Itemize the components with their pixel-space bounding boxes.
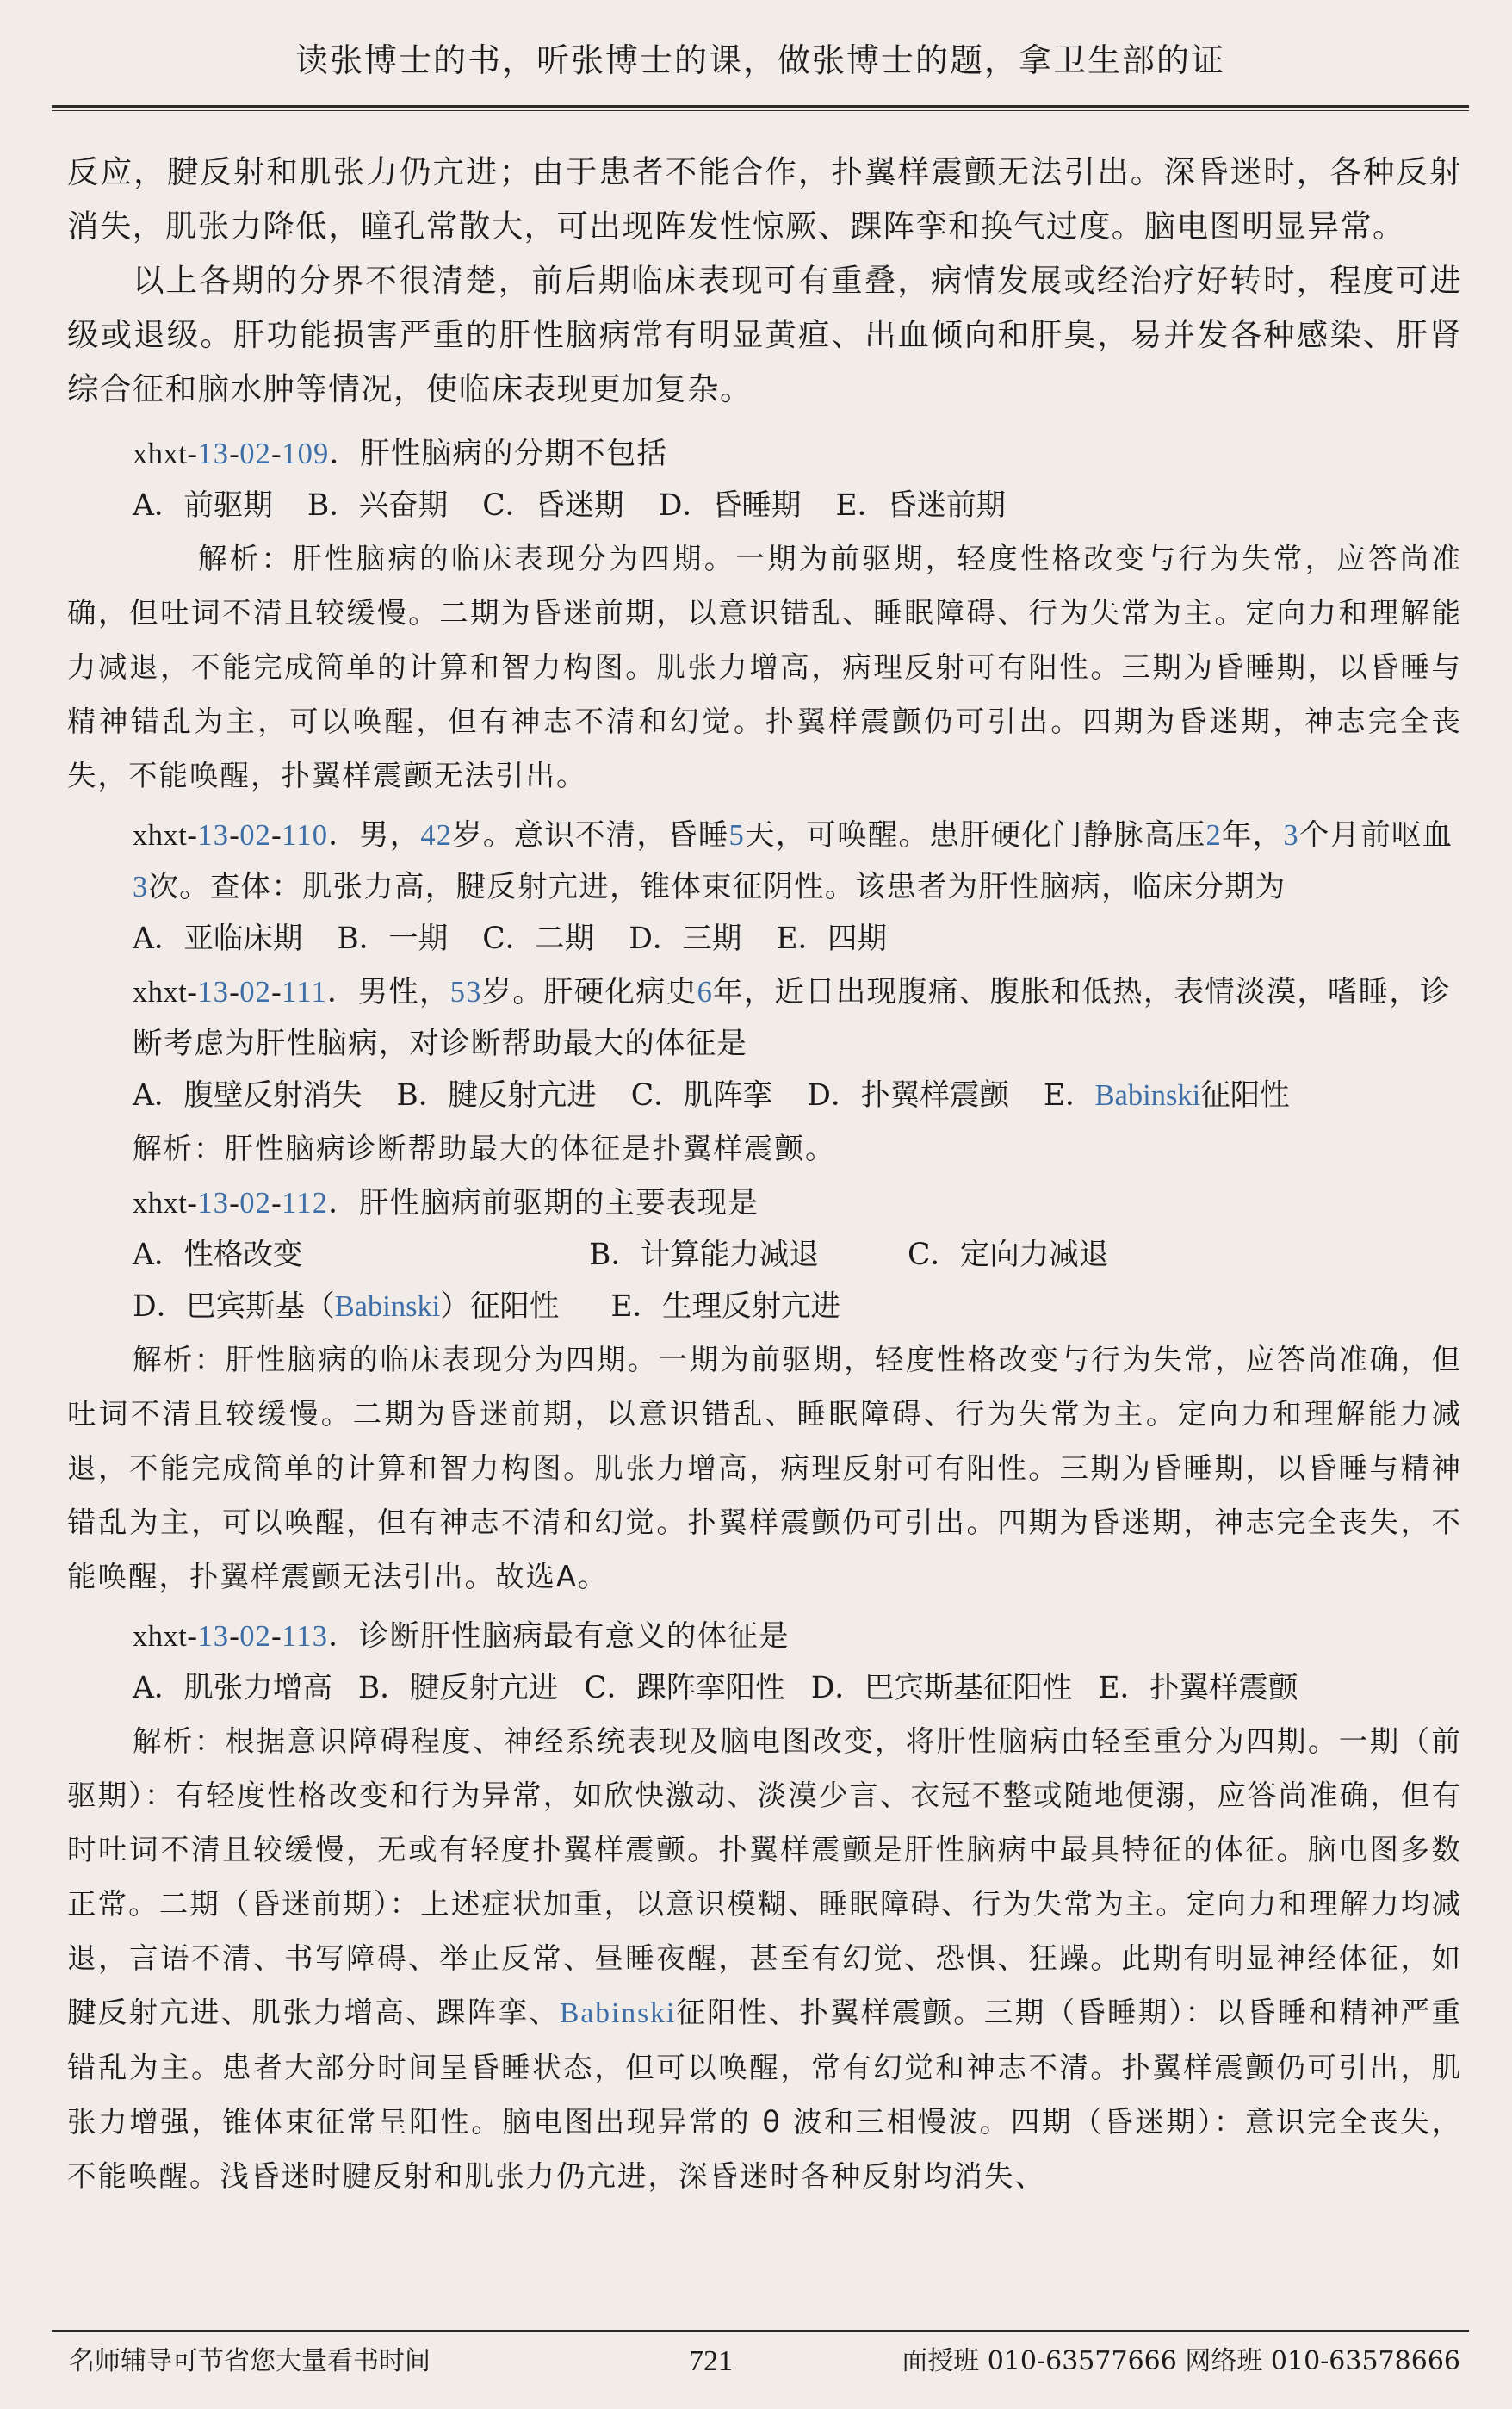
intro-paragraph-2: 以上各期的分界不很清楚，前后期临床表现可有重叠，病情发展或经治疗好转时，程度可进级或退级。肝功能损害严重的肝性脑病常有明显黄疸、出血倾向和肝臭，易并发各种感染、肝肾综合征和脑水肿等情况，使临床表现更加复杂。	[67, 262, 1462, 407]
option-a: A．前驱期	[133, 488, 273, 523]
option-e: E．Babinski征阳性	[1043, 1078, 1290, 1113]
option-e: E．生理反射亢进	[610, 1289, 841, 1324]
page-content	[67, 145, 1462, 2203]
option-c: C．踝阵挛阳性	[584, 1671, 785, 1705]
intro-paragraph-1: 反应，腱反射和肌张力仍亢进；由于患者不能合作，扑翼样震颤无法引出。深昏迷时，各种反射消失，肌张力降低，瞳孔常散大，可出现阵发性惊厥、踝阵挛和换气过度。脑电图明显异常。	[67, 153, 1462, 245]
option-e: E．扑翼样震颤	[1098, 1671, 1298, 1705]
footer-slogan: 名师辅导可节省您大量看书时间	[69, 2346, 431, 2376]
option-d: D．巴宾斯基征阳性	[810, 1671, 1073, 1705]
question-113-analysis: 解析：根据意识障碍程度、神经系统表现及脑电图改变，将肝性脑病由轻至重分为四期。一期（前驱期）：有轻度性格改变和行为异常，如欣快激动、淡漠少言、衣冠不整或随地便溺，应答尚准确，但有时吐词不清且较缓慢，无或有轻度扑翼样震颤。扑翼样震颤是肝性脑病中最具特征的体征。脑电图多数正常。二期（昏迷前期）：上述症状加重，以意识模糊、睡眠障碍、行为失常为主。定向力和理解力均减退，言语不清、书写障碍、举止反常、昼睡夜醒，甚至有幻觉、恐惧、狂躁。此期有明显神经体征，如腱反射亢进、肌张力增高、踝阵挛、Babinski征阳性、扑翼样震颤。三期（昏睡期）：以昏睡和精神严重错乱为主。患者大部分时间呈昏睡状态，但可以唤醒，常有幻觉和神志不清。扑翼样震颤仍可引出，肌张力增强，锥体束征常呈阳性。脑电图出现异常的 θ 波和三相慢波。四期（昏迷期）：意识完全丧失，不能唤醒。浅昏迷时腱反射和肌张力仍亢进，深昏迷时各种反射均消失、	[67, 1724, 1462, 2193]
question-110-stem: xhxt-13-02-110．男，42岁。意识不清，昏睡5天，可唤醒。患肝硬化门静脉高压2年，3个月前呕血3次。查体：肌张力高，腱反射亢进，锥体束征阴性。该患者为肝性脑病，临床分期为	[133, 818, 1453, 904]
footer-contact: 面授班 010-63577666 网络班 010-63578666	[902, 2346, 1460, 2376]
question-111-analysis: 解析：肝性脑病诊断帮助最大的体征是扑翼样震颤。	[133, 1132, 836, 1165]
option-b: B．一期	[337, 922, 449, 956]
page-footer	[69, 2336, 1460, 2387]
option-a: A．肌张力增高	[133, 1671, 332, 1705]
option-b: B．兴奋期	[307, 488, 449, 523]
question-109-options	[67, 480, 1462, 531]
question-113-stem: xhxt-13-02-113．诊断肝性脑病最有意义的体征是	[133, 1619, 790, 1654]
option-a: A．性格改变	[133, 1238, 303, 1272]
question-109-analysis: 解析：肝性脑病的临床表现分为四期。一期为前驱期，轻度性格改变与行为失常，应答尚准确，但吐词不清且较缓慢。二期为昏迷前期，以意识错乱、睡眠障碍、行为失常为主。定向力和理解能力减退，不能完成简单的计算和智力构图。肌张力增高，病理反射可有阳性。三期为昏睡期，以昏睡与精神错乱为主，可以唤醒，但有神志不清和幻觉。扑翼样震颤仍可引出。四期为昏迷期，神志完全丧失，不能唤醒，扑翼样震颤无法引出。	[67, 542, 1462, 792]
footer-divider	[52, 2330, 1469, 2332]
question-112-stem: xhxt-13-02-112．肝性脑病前驱期的主要表现是	[133, 1186, 759, 1220]
option-a: A．腹壁反射消失	[133, 1078, 363, 1113]
question-112-analysis: 解析：肝性脑病的临床表现分为四期。一期为前驱期，轻度性格改变与行为失常，应答尚准确，但吐词不清且较缓慢。二期为昏迷前期，以意识错乱、睡眠障碍、行为失常为主。定向力和理解能力减退，不能完成简单的计算和智力构图。肌张力增高，病理反射可有阳性。三期为昏睡期，以昏睡与精神错乱为主，可以唤醒，但有神志不清和幻觉。扑翼样震颤仍可引出。四期为昏迷期，神志完全丧失，不能唤醒，扑翼样震颤无法引出。故选A。	[67, 1343, 1462, 1593]
option-b: B．腱反射亢进	[357, 1671, 559, 1705]
option-d: D．三期	[629, 922, 742, 956]
question-112-options-row2	[67, 1281, 1462, 1332]
option-e: E．四期	[776, 922, 888, 956]
question-109-stem: xhxt-13-02-109．肝性脑病的分期不包括	[133, 437, 668, 471]
header-divider-thin	[52, 110, 1469, 111]
question-113-options	[67, 1662, 1462, 1714]
header-divider	[52, 105, 1469, 108]
option-e: E．昏迷前期	[835, 488, 1007, 523]
option-c: C．定向力减退	[908, 1238, 1109, 1272]
option-b: B．计算能力减退	[589, 1238, 819, 1272]
option-d: D．巴宾斯基（Babinski）征阳性	[133, 1289, 560, 1324]
option-a: A．亚临床期	[133, 922, 303, 956]
option-c: C．肌阵挛	[630, 1078, 773, 1113]
question-111-options	[67, 1070, 1462, 1121]
option-c: C．二期	[482, 922, 595, 956]
page-number: 721	[689, 2345, 733, 2377]
option-d: D．扑翼样震颤	[807, 1078, 1009, 1113]
option-c: C．昏迷期	[482, 488, 624, 523]
option-b: B．腱反射亢进	[396, 1078, 597, 1113]
question-111-stem: xhxt-13-02-111．男性，53岁。肝硬化病史6年，近日出现腹痛、腹胀和低热，表情淡漠，嗜睡，诊断考虑为肝性脑病，对诊断帮助最大的体征是	[133, 975, 1451, 1061]
question-110-options	[67, 913, 1462, 965]
page-header: 读张博士的书，听张博士的课，做张博士的题，拿卫生部的证	[294, 41, 1225, 79]
option-d: D．昏睡期	[658, 488, 802, 523]
question-112-options-row1	[67, 1229, 1462, 1281]
